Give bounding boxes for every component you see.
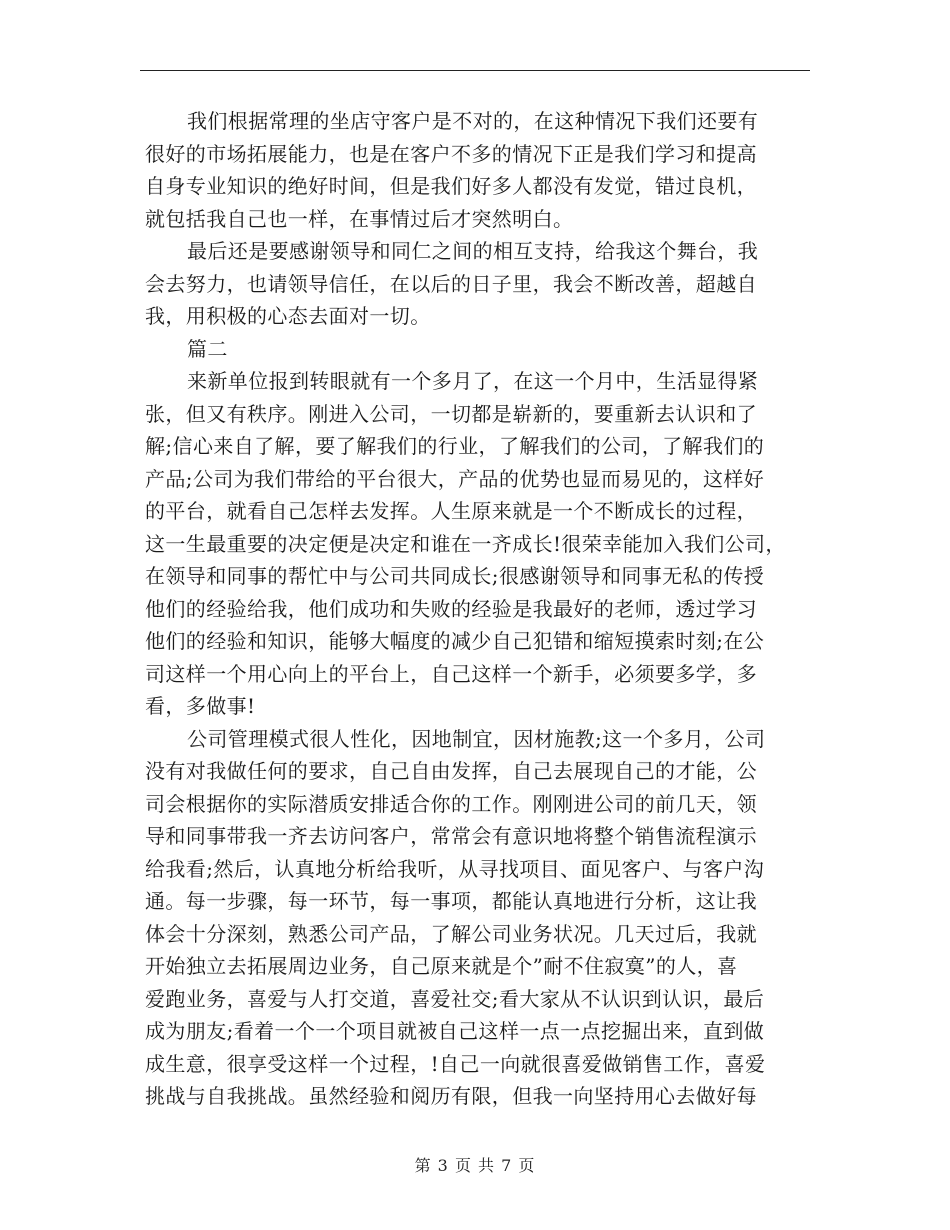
text-line: 挑战与自我挑战。虽然经验和阅历有限，但我一向坚持用心去做好每 (145, 1084, 757, 1108)
text-line: 爱跑业务，喜爱与人打交道，喜爱社交;看大家从不认识到认识，最后 (145, 986, 765, 1011)
text-line: 产品;公司为我们带给的平台很大，产品的优势也显而易见的，这样好 (145, 466, 765, 491)
text-line: 这一生最重要的决定便是决定和谁在一齐成长!很荣幸能加入我们公司， (145, 531, 786, 556)
text-line: 来新单位报到转眼就有一个多月了，在这一个月中，生活显得紧 (187, 369, 759, 393)
text-line: 篇二 (187, 336, 228, 361)
text-line: 的平台，就看自己怎样去发挥。人生原来就是一个不断成长的过程， (145, 499, 757, 523)
text-line: 我们根据常理的坐店守客户是不对的，在这种情况下我们还要有 (187, 109, 759, 133)
document-body (145, 105, 825, 1113)
text-line: 解;信心来自了解，要了解我们的行业，了解我们的公司，了解我们的 (145, 434, 765, 458)
text-line: 司会根据你的实际潜质安排适合你的工作。刚刚进公司的前几天，领 (145, 791, 757, 816)
text-line: 会去努力，也请领导信任，在以后的日子里，我会不断改善，超越自 (145, 271, 757, 296)
text-line: 就包括我自己也一样，在事情过后才突然明白。 (145, 206, 574, 231)
text-line: 很好的市场拓展能力，也是在客户不多的情况下正是我们学习和提高 (145, 141, 757, 166)
text-line: 开始独立去拓展周边业务，自己原来就是个”耐不住寂寞”的人，喜 (145, 954, 738, 978)
text-line: 公司管理模式很人性化，因地制宜，因材施教;这一个多月，公司 (187, 726, 766, 751)
text-line: 在领导和同事的帮忙中与公司共同成长;很感谢领导和同事无私的传授 (145, 564, 765, 588)
text-line: 成为朋友;看着一个一个项目就被自己这样一点一点挖掘出来，直到做 (145, 1019, 765, 1043)
text-line: 导和同事带我一齐去访问客户，常常会有意识地将整个销售流程演示 (145, 824, 757, 848)
text-line: 成生意，很享受这样一个过程，!自己一向就很喜爱做销售工作，喜爱 (145, 1051, 766, 1076)
text-line: 最后还是要感谢领导和同仁之间的相互支持，给我这个舞台，我 (187, 239, 759, 263)
text-line: 没有对我做任何的要求，自己自由发挥，自己去展现自己的才能，公 (145, 759, 757, 783)
text-line: 体会十分深刻，熟悉公司产品，了解公司业务状况。几天过后，我就 (145, 921, 757, 946)
text-line: 张，但又有秩序。刚进入公司，一切都是崭新的，要重新去认识和了 (145, 401, 757, 426)
text-line: 通。每一步骤，每一环节，每一事项，都能认真地进行分析，这让我 (145, 889, 757, 913)
text-line: 司这样一个用心向上的平台上，自己这样一个新手，必须要多学，多 (145, 661, 757, 686)
text-line: 给我看;然后，认真地分析给我听，从寻找项目、面见客户、与客户沟 (145, 856, 765, 881)
text-line: 他们的经验和知识，能够大幅度的减少自己犯错和缩短摸索时刻;在公 (145, 629, 765, 653)
text-line: 我，用积极的心态去面对一切。 (145, 304, 431, 328)
page-number: 第 3 页 共 7 页 (414, 1156, 536, 1175)
header-rule (140, 70, 810, 71)
text-line: 他们的经验给我，他们成功和失败的经验是我最好的老师，透过学习 (145, 596, 757, 621)
text-line: 看，多做事! (145, 694, 256, 718)
text-line: 自身专业知识的绝好时间，但是我们好多人都没有发觉，错过良机， (145, 174, 757, 198)
